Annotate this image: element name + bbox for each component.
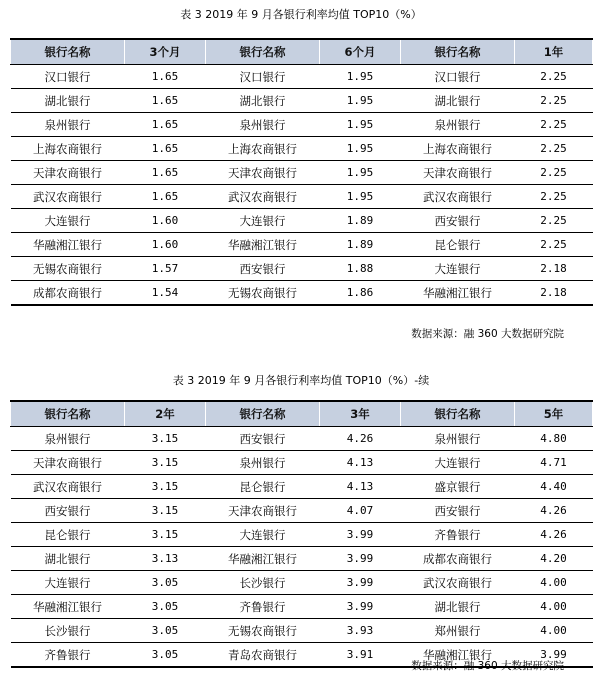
rate-cell: 3.99: [320, 571, 401, 595]
bank-name-cell: 汉口银行: [401, 65, 515, 89]
rate-cell: 2.18: [515, 281, 593, 306]
bank-name-cell: 华融湘江银行: [11, 233, 125, 257]
bank-name-cell: 上海农商银行: [401, 137, 515, 161]
bank-name-cell: 湖北银行: [401, 89, 515, 113]
bank-name-cell: 昆仑银行: [11, 523, 125, 547]
rate-cell: 2.25: [515, 233, 593, 257]
rate-cell: 1.95: [320, 89, 401, 113]
rate-cell: 1.54: [125, 281, 206, 306]
rate-cell: 3.13: [125, 547, 206, 571]
rate-cell: 4.00: [515, 595, 593, 619]
rate-cell: 2.18: [515, 257, 593, 281]
column-header: 3年: [320, 401, 401, 427]
table-row: [11, 523, 593, 547]
table-row: [11, 233, 593, 257]
rate-cell: 3.99: [320, 595, 401, 619]
table-row: [11, 451, 593, 475]
table-row: [11, 185, 593, 209]
rate-cell: 4.00: [515, 619, 593, 643]
table-row: [11, 209, 593, 233]
bank-name-cell: 成都农商银行: [401, 547, 515, 571]
bank-name-cell: 大连银行: [11, 209, 125, 233]
rate-cell: 3.05: [125, 643, 206, 668]
rate-cell: 2.25: [515, 137, 593, 161]
rate-cell: 1.89: [320, 233, 401, 257]
rate-cell: 3.99: [320, 547, 401, 571]
rate-cell: 3.99: [320, 523, 401, 547]
column-header: 银行名称: [11, 39, 125, 65]
table-row: [11, 281, 593, 306]
rate-cell: 4.80: [515, 427, 593, 451]
bank-name-cell: 武汉农商银行: [11, 475, 125, 499]
table-row: [11, 161, 593, 185]
table-row: [11, 595, 593, 619]
bank-name-cell: 华融湘江银行: [11, 595, 125, 619]
bank-name-cell: 西安银行: [206, 257, 320, 281]
column-header: 5年: [515, 401, 593, 427]
rate-cell: 1.88: [320, 257, 401, 281]
bank-name-cell: 湖北银行: [11, 547, 125, 571]
bank-name-cell: 西安银行: [206, 427, 320, 451]
rate-cell: 2.25: [515, 65, 593, 89]
bank-name-cell: 泉州银行: [401, 113, 515, 137]
table-header-row: [11, 401, 593, 427]
rate-cell: 3.15: [125, 499, 206, 523]
column-header: 3个月: [125, 39, 206, 65]
column-header: 2年: [125, 401, 206, 427]
table-row: [11, 547, 593, 571]
rate-cell: 1.65: [125, 161, 206, 185]
bank-name-cell: 泉州银行: [401, 427, 515, 451]
rate-cell: 1.95: [320, 161, 401, 185]
bank-name-cell: 大连银行: [206, 523, 320, 547]
rate-cell: 2.25: [515, 89, 593, 113]
rate-cell: 4.00: [515, 571, 593, 595]
rate-cell: 3.91: [320, 643, 401, 668]
bank-name-cell: 青岛农商银行: [206, 643, 320, 668]
bank-name-cell: 西安银行: [401, 499, 515, 523]
bank-name-cell: 湖北银行: [11, 89, 125, 113]
column-header: 银行名称: [401, 401, 515, 427]
bank-name-cell: 华融湘江银行: [206, 233, 320, 257]
rate-cell: 4.40: [515, 475, 593, 499]
table-row: [11, 89, 593, 113]
rate-cell: 3.15: [125, 451, 206, 475]
bank-name-cell: 天津农商银行: [206, 161, 320, 185]
bank-name-cell: 湖北银行: [206, 89, 320, 113]
rate-cell: 3.15: [125, 475, 206, 499]
rate-cell: 1.95: [320, 185, 401, 209]
rate-cell: 1.86: [320, 281, 401, 306]
table-row: [11, 113, 593, 137]
bank-name-cell: 湖北银行: [401, 595, 515, 619]
bank-name-cell: 长沙银行: [11, 619, 125, 643]
rate-cell: 2.25: [515, 185, 593, 209]
bank-name-cell: 天津农商银行: [206, 499, 320, 523]
rate-cell: 3.05: [125, 619, 206, 643]
rate-cell: 4.20: [515, 547, 593, 571]
table1-caption: 表 3 2019 年 9 月各银行利率均值 TOP10（%）: [180, 8, 422, 21]
bank-name-cell: 泉州银行: [11, 113, 125, 137]
bank-name-cell: 大连银行: [401, 451, 515, 475]
bank-name-cell: 昆仑银行: [401, 233, 515, 257]
bank-name-cell: 大连银行: [206, 209, 320, 233]
bank-name-cell: 武汉农商银行: [11, 185, 125, 209]
rate-cell: 1.95: [320, 113, 401, 137]
bank-name-cell: 泉州银行: [11, 427, 125, 451]
table-row: [11, 619, 593, 643]
bank-name-cell: 华融湘江银行: [206, 547, 320, 571]
column-header: 6个月: [320, 39, 401, 65]
table-row: [11, 499, 593, 523]
bank-name-cell: 上海农商银行: [11, 137, 125, 161]
rate-cell: 3.93: [320, 619, 401, 643]
rate-cell: 3.15: [125, 427, 206, 451]
bank-name-cell: 天津农商银行: [11, 451, 125, 475]
rate-cell: 2.25: [515, 209, 593, 233]
bank-name-cell: 无锡农商银行: [206, 281, 320, 306]
bank-name-cell: 无锡农商银行: [206, 619, 320, 643]
bank-name-cell: 天津农商银行: [401, 161, 515, 185]
bank-name-cell: 汉口银行: [11, 65, 125, 89]
rate-cell: 4.71: [515, 451, 593, 475]
column-header: 银行名称: [401, 39, 515, 65]
table2-source: 数据来源：融 360 大数据研究院: [411, 660, 564, 672]
bank-name-cell: 武汉农商银行: [401, 185, 515, 209]
rate-cell: 1.60: [125, 209, 206, 233]
bank-name-cell: 郑州银行: [401, 619, 515, 643]
rate-cell: 1.65: [125, 137, 206, 161]
bank-name-cell: 武汉农商银行: [401, 571, 515, 595]
rate-cell: 3.99: [515, 643, 593, 668]
bank-name-cell: 泉州银行: [206, 113, 320, 137]
rate-cell: 3.05: [125, 595, 206, 619]
rate-table-1: [10, 38, 593, 306]
rate-cell: 2.25: [515, 113, 593, 137]
rate-cell: 4.26: [515, 523, 593, 547]
table-header-row: [11, 39, 593, 65]
table-row: [11, 65, 593, 89]
bank-name-cell: 大连银行: [401, 257, 515, 281]
rate-cell: 4.13: [320, 475, 401, 499]
bank-name-cell: 齐鲁银行: [11, 643, 125, 668]
bank-name-cell: 天津农商银行: [11, 161, 125, 185]
bank-name-cell: 齐鲁银行: [206, 595, 320, 619]
rate-cell: 1.65: [125, 113, 206, 137]
column-header: 银行名称: [206, 401, 320, 427]
rate-cell: 4.07: [320, 499, 401, 523]
bank-name-cell: 上海农商银行: [206, 137, 320, 161]
rate-cell: 4.26: [320, 427, 401, 451]
table-row: [11, 427, 593, 451]
bank-name-cell: 华融湘江银行: [401, 281, 515, 306]
table-row: [11, 137, 593, 161]
bank-name-cell: 长沙银行: [206, 571, 320, 595]
rate-cell: 1.65: [125, 89, 206, 113]
bank-name-cell: 成都农商银行: [11, 281, 125, 306]
rate-cell: 1.65: [125, 185, 206, 209]
bank-name-cell: 泉州银行: [206, 451, 320, 475]
rate-cell: 1.65: [125, 65, 206, 89]
table-row: [11, 475, 593, 499]
column-header: 1年: [515, 39, 593, 65]
rate-cell: 1.60: [125, 233, 206, 257]
bank-name-cell: 华融湘江银行: [401, 643, 515, 668]
rate-cell: 4.26: [515, 499, 593, 523]
bank-name-cell: 大连银行: [11, 571, 125, 595]
bank-name-cell: 武汉农商银行: [206, 185, 320, 209]
rate-cell: 3.05: [125, 571, 206, 595]
column-header: 银行名称: [11, 401, 125, 427]
rate-cell: 1.57: [125, 257, 206, 281]
rate-cell: 1.95: [320, 65, 401, 89]
rate-table-2: [10, 400, 593, 668]
rate-cell: 3.15: [125, 523, 206, 547]
bank-name-cell: 昆仑银行: [206, 475, 320, 499]
table2-caption: 表 3 2019 年 9 月各银行利率均值 TOP10（%）-续: [172, 374, 430, 387]
table-row: [11, 571, 593, 595]
table-row: [11, 257, 593, 281]
bank-name-cell: 西安银行: [11, 499, 125, 523]
rate-cell: 2.25: [515, 161, 593, 185]
rate-cell: 1.89: [320, 209, 401, 233]
bank-name-cell: 无锡农商银行: [11, 257, 125, 281]
bank-name-cell: 齐鲁银行: [401, 523, 515, 547]
rate-cell: 1.95: [320, 137, 401, 161]
bank-name-cell: 汉口银行: [206, 65, 320, 89]
bank-name-cell: 盛京银行: [401, 475, 515, 499]
table1-source: 数据来源：融 360 大数据研究院: [411, 328, 564, 340]
bank-name-cell: 西安银行: [401, 209, 515, 233]
column-header: 银行名称: [206, 39, 320, 65]
rate-cell: 4.13: [320, 451, 401, 475]
